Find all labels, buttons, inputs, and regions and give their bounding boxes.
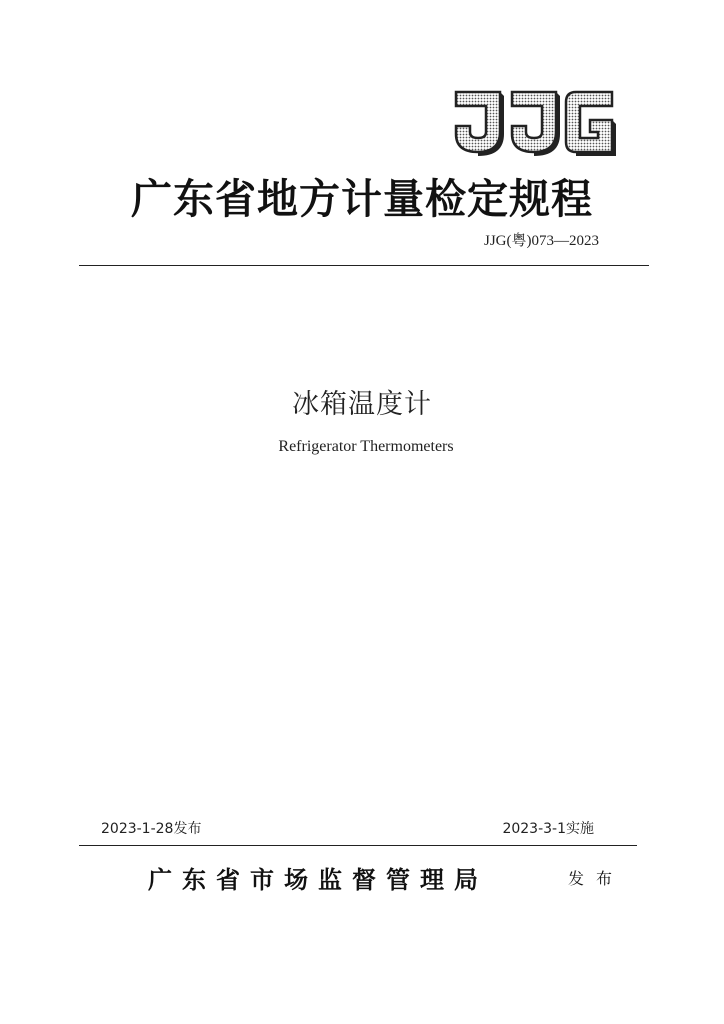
regulation-series-title: 广东省地方计量检定规程 — [131, 175, 593, 223]
implementation-date: 2023-3-1实施 — [502, 821, 594, 837]
standard-number: JJG(粤)073—2023 — [484, 233, 599, 249]
document-title-english: Refrigerator Thermometers — [278, 438, 454, 455]
jjg-logo — [450, 88, 618, 156]
document-title: 冰箱温度计 — [292, 389, 432, 420]
header-divider — [79, 265, 649, 266]
issue-date: 2023-1-28发布 — [101, 821, 202, 837]
footer-divider — [79, 845, 637, 846]
publish-label: 发布 — [568, 869, 625, 888]
issuing-authority: 广东省市场监督管理局 — [148, 866, 488, 894]
